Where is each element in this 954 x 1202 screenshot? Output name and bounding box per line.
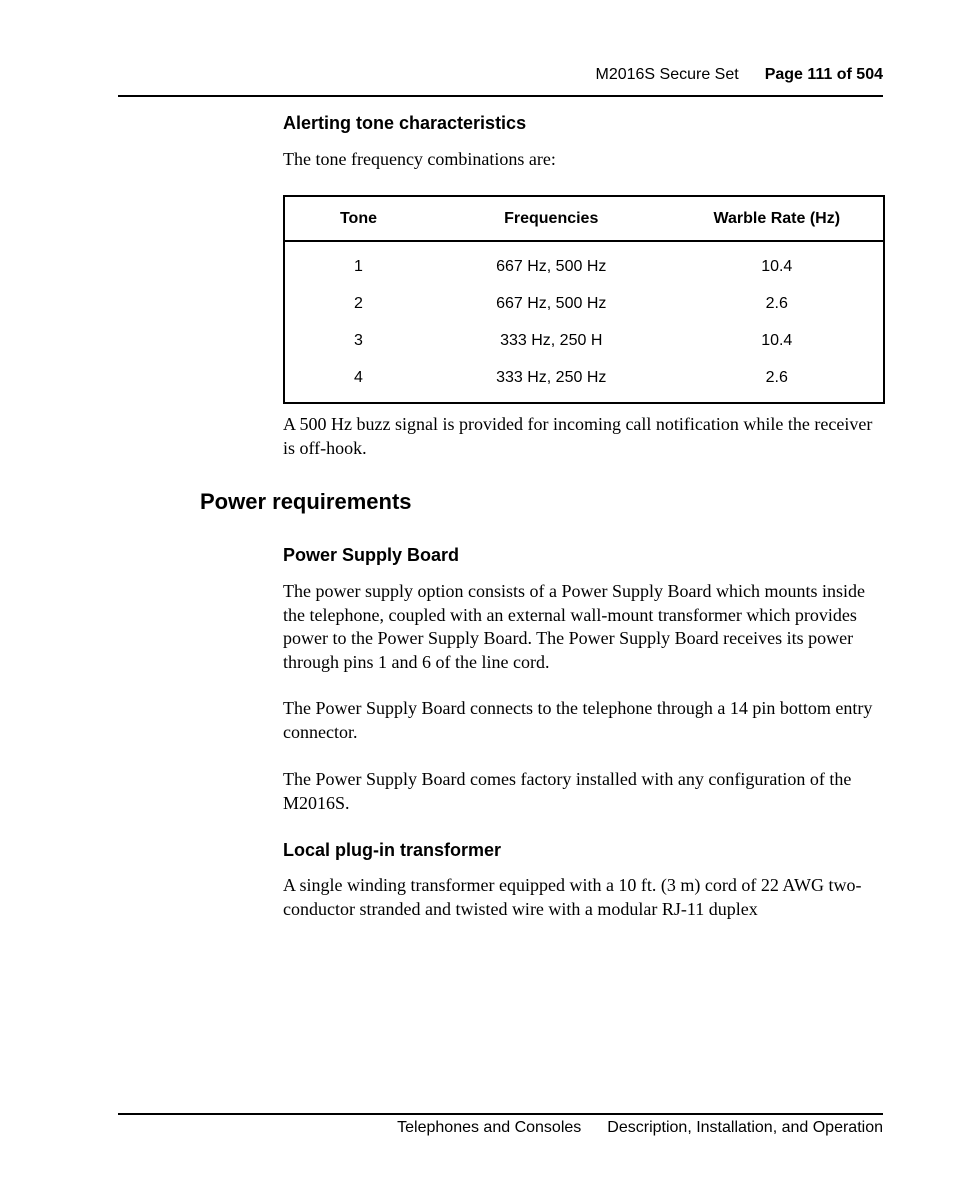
alerting-intro: The tone frequency combinations are: xyxy=(283,149,556,169)
warble-rate-cell: 2.6 xyxy=(765,368,788,386)
tone-cell: 2 xyxy=(354,294,363,312)
tone-cell: 4 xyxy=(354,368,363,386)
power-requirements-heading: Power requirements xyxy=(200,489,412,514)
frequencies-cell: 333 Hz, 250 H xyxy=(500,331,603,349)
alerting-tone-heading: Alerting tone characteristics xyxy=(283,113,527,133)
transformer-paragraph: A single winding transformer equipped with a 10 ft. (3 m) cord of 22 AWG two-conductor stranded and twisted wire with a modular RJ-11 duplex xyxy=(283,875,862,919)
column-header-tone: Tone xyxy=(284,196,432,241)
warble-rate-cell: 10.4 xyxy=(761,331,793,349)
tone-frequency-table xyxy=(283,195,885,404)
header-rule xyxy=(118,95,883,97)
psb-paragraph-2: The Power Supply Board connects to the telephone through a 14 pin bottom entry connector. xyxy=(283,698,873,742)
table-header-row xyxy=(284,196,884,241)
footer-doc-title: Description, Installation, and Operation xyxy=(607,1119,883,1136)
frequencies-cell: 667 Hz, 500 Hz xyxy=(496,294,607,312)
page-header xyxy=(595,66,883,84)
page-footer xyxy=(397,1119,883,1137)
warble-rate-cell: 10.4 xyxy=(761,257,793,275)
frequencies-cell: 333 Hz, 250 Hz xyxy=(496,368,607,386)
footer-series: Telephones and Consoles xyxy=(397,1119,582,1136)
tone-cell: 1 xyxy=(354,257,363,275)
psb-paragraph-1: The power supply option consists of a Power Supply Board which mounts inside the telephone, coupled with an external wall-mount transformer which provides power to the Power Supply Board. The Power Supply Board receives its power through pins 1 and 6 of the line cord. xyxy=(283,581,865,672)
footer-rule xyxy=(118,1113,883,1115)
table-row xyxy=(284,322,884,359)
warble-rate-cell: 2.6 xyxy=(765,294,788,312)
plug-in-transformer-heading: Local plug-in transformer xyxy=(283,840,502,860)
book-title: M2016S Secure Set xyxy=(595,66,739,83)
table-row xyxy=(284,359,884,403)
power-supply-board-heading: Power Supply Board xyxy=(283,545,460,565)
table-row xyxy=(284,241,884,285)
column-header-warble-rate: Warble Rate (Hz) xyxy=(671,196,884,241)
buzz-signal-note: A 500 Hz buzz signal is provided for incoming call notification while the receiver is off-hook. xyxy=(283,414,873,458)
column-header-frequencies: Frequencies xyxy=(432,196,671,241)
tone-cell: 3 xyxy=(354,331,363,349)
page-number: Page 111 of 504 xyxy=(764,66,883,83)
table-row xyxy=(284,285,884,322)
psb-paragraph-3: The Power Supply Board comes factory installed with any configuration of the M2016S. xyxy=(283,769,852,813)
frequencies-cell: 667 Hz, 500 Hz xyxy=(496,257,607,275)
